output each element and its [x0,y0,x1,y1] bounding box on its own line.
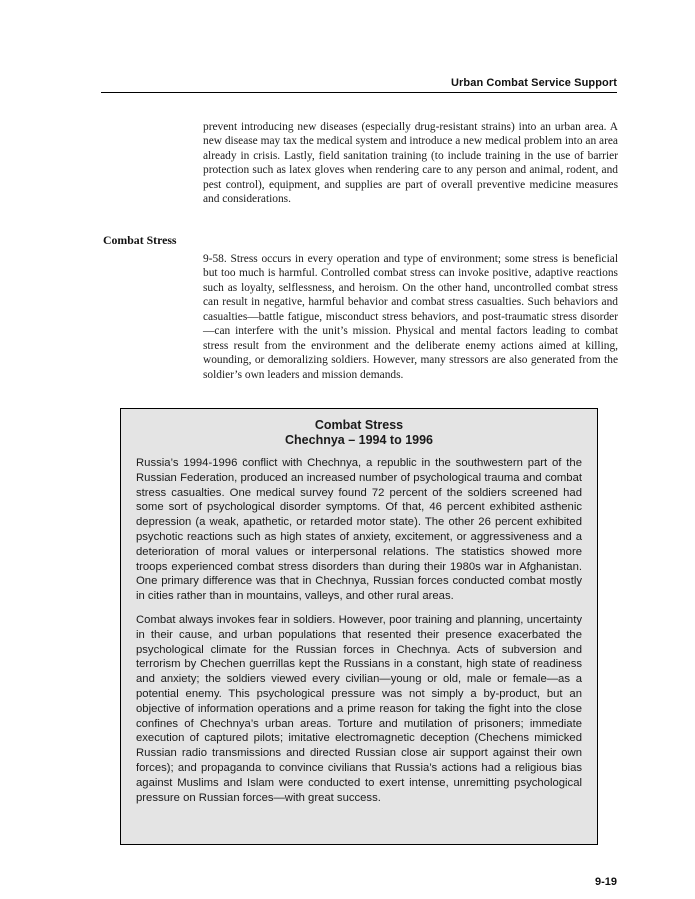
paragraph-9-58: 9-58. Stress occurs in every operation and type of environment; some stress is beneficial but too much is harmful. Controlled combat stress can invoke positive, adaptive reactions such as loyalty, selflessness, and heroism. On the other hand, uncontrolled combat stress can result in negative, harmful behavior and combat stress casualties. Such behaviors and casualties—battle fatigue, misconduct stress behaviors, and post-traumatic stress disorder—can interfere with the unit’s mission. Physical and mental factors leading to combat stress result from the environment and the deliberate enemy actions aimed at killing, wounding, or demoralizing soldiers. However, many stressors are also generated from the soldier’s own leaders and mission demands. [203,253,618,381]
page-footer [595,876,617,888]
section-heading: Combat Stress [103,233,177,247]
intro-paragraph: prevent introducing new diseases (especially drug-resistant strains) into an urban area. A new disease may tax the medical system and introduce a new medical problem into an area already in crisis. Lastly, field sanitation training (to include training in the use of barrier protection such as latex gloves when rendering care to any person and animal, rodent, and pest control), equipment, and supplies are part of overall preventive medicine measures and considerations. [203,121,618,206]
callout-title-line2: Chechnya – 1994 to 1996 [285,433,433,447]
page-header [101,77,617,93]
callout-paragraph-1: Russia’s 1994-1996 conflict with Chechnya, a republic in the southwestern part of the Russian Federation, produced an increased number of psychological trauma and combat stress casualties. One medical survey found 72 percent of the soldiers screened had some sort of psychological disorder symptoms. Of that, 46 percent exhibited asthenic depression (a weak, apathetic, or retarded motor state). The other 26 percent exhibited psychotic reactions such as high states of anxiety, excitement, or aggressiveness and a deterioration of moral values or interpersonal relations. The statistics showed more troops experienced combat stress disorders than during their 1980s war in Afghanistan. One primary difference was that in Chechnya, Russian forces conducted combat mostly in cities rather than in mountains, valleys, and other rural areas. [136,457,582,603]
callout-box [120,408,598,845]
header-title: Urban Combat Service Support [451,77,617,89]
callout-paragraph-2: Combat always invokes fear in soldiers. However, poor training and planning, uncertainty in their cause, and urban populations that resented their presence exacerbated the psychological climate for the Russian forces in Chechnya. Acts of subversion and terrorism by Chechen guerrillas kept the Russians in a constant, high state of readiness and anxiety; the soldiers viewed every civilian—young or old, male or female—as a potential enemy. This psychological pressure was not simply a by-product, but an objective of information operations and a prime reason for taking the fight into the close confines of Chechnya’s urban areas. Torture and mutilation of prisoners; immediate execution of captured pilots; imitative electromagnetic deception (Chechens mimicked Russian radio transmissions and directed Russian close air support against their own forces); and propaganda to convince civilians that Russia’s actions had a religious bias against Muslims and Islam were conducted to exert intense, unremitting psychological pressure on Russian forces—with great success. [136,613,582,804]
callout-title-line1: Combat Stress [314,418,404,432]
page-number: 9-19 [594,876,617,888]
